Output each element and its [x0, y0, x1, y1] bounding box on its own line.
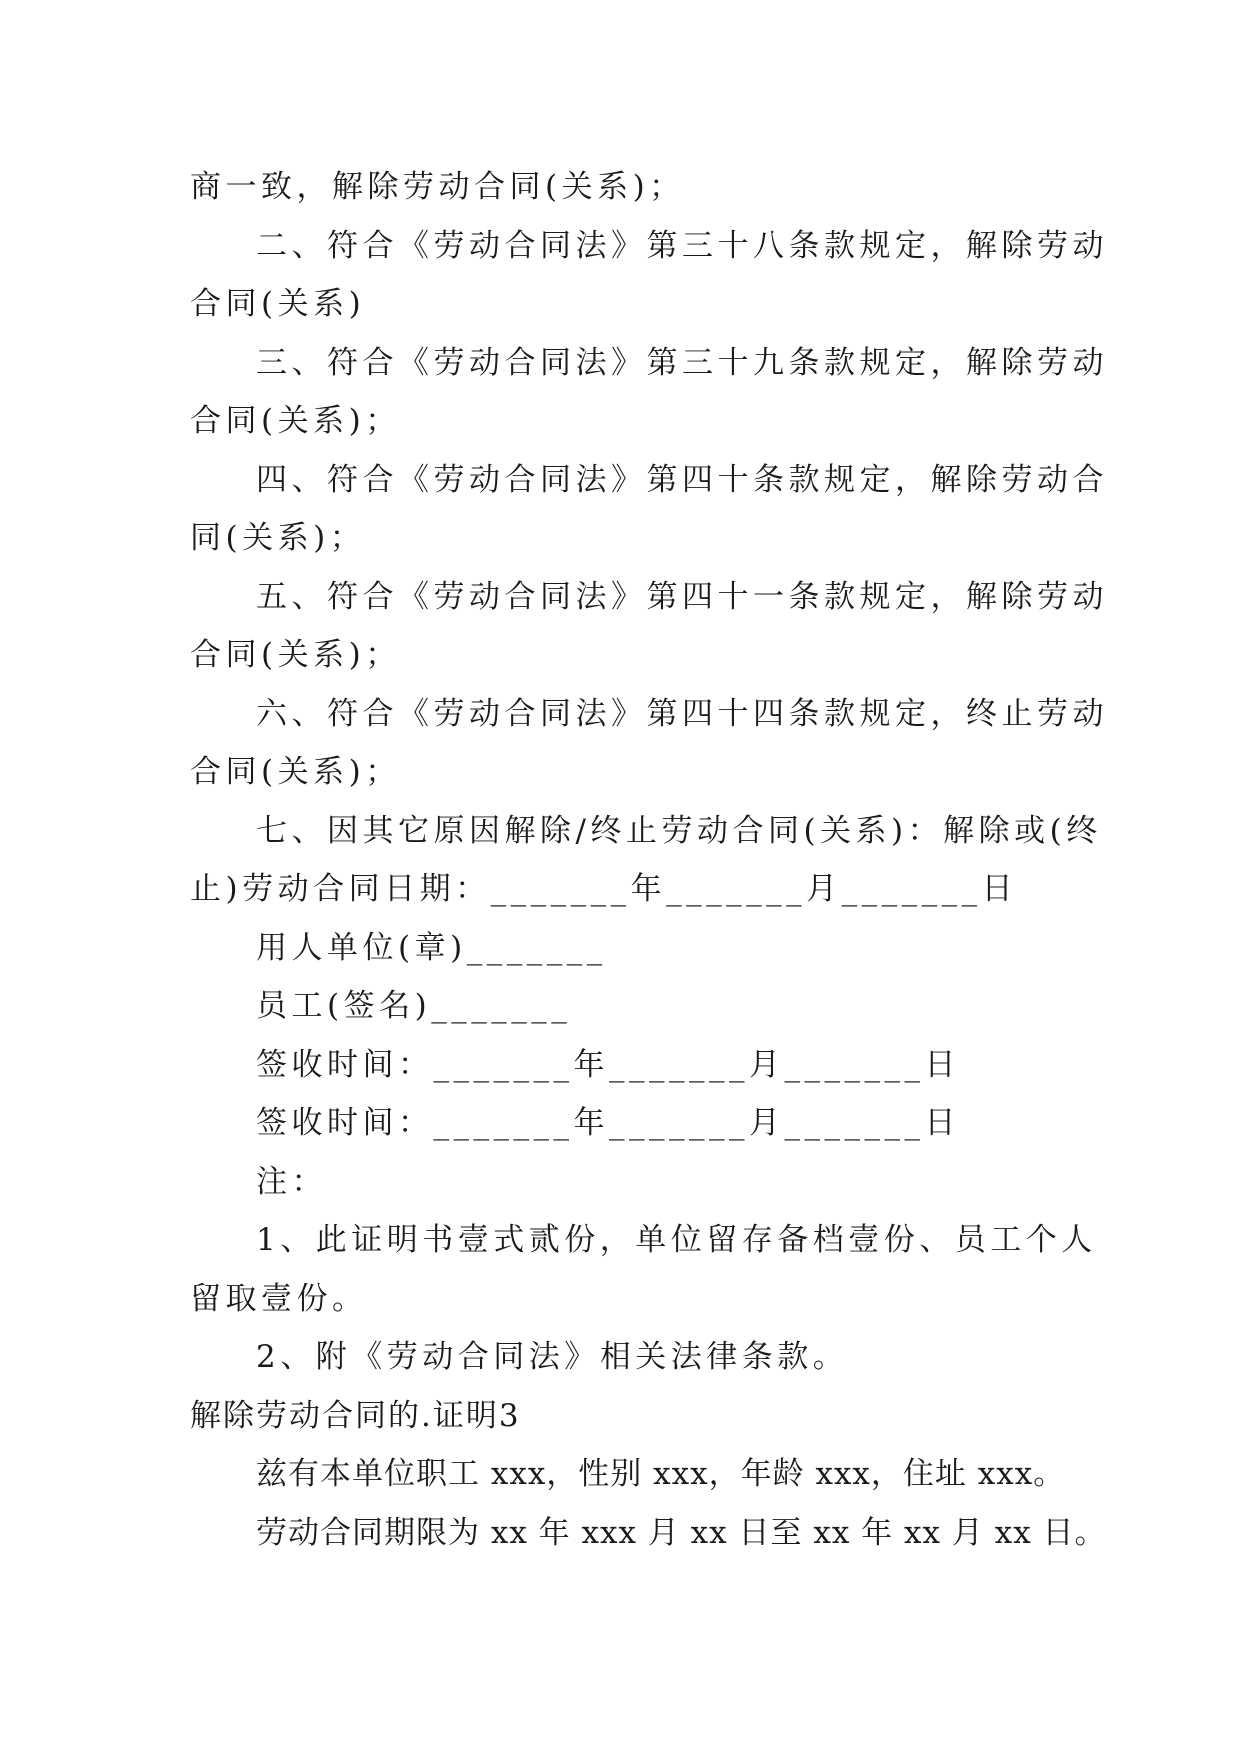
paragraph-line: 合同(关系): [190, 286, 366, 322]
note-item-one: 1、此证明书壹式贰份，单位留存备档壹份、员工个人: [256, 1222, 1097, 1258]
employee-info-line: 兹有本单位职工 xxx，性别 xxx，年龄 xxx，住址 xxx。: [256, 1456, 1066, 1492]
paragraph-line: 同(关系)；: [190, 520, 366, 556]
receipt-time-line: 签收时间：_______年_______月_______日: [256, 1046, 960, 1083]
paragraph-line: 合同(关系)；: [190, 754, 401, 790]
note-item-two: 2、附《劳动合同法》相关法律条款。: [256, 1339, 849, 1375]
note-label: 注：: [256, 1163, 327, 1200]
document-body: [190, 158, 1108, 1562]
paragraph-line: 商一致，解除劳动合同(关系)；: [190, 169, 685, 205]
paragraph-line: 合同(关系)；: [190, 637, 401, 673]
receipt-time-line: 签收时间：_______年_______月_______日: [256, 1105, 960, 1141]
clause-three: 三、符合《劳动合同法》第三十九条款规定，解除劳动: [256, 344, 1108, 381]
termination-date-line: 止)劳动合同日期：_______年_______月_______日: [190, 871, 1018, 907]
clause-six: 六、符合《劳动合同法》第四十四条款规定，终止劳动: [256, 695, 1108, 732]
paragraph-line: 留取壹份。: [190, 1280, 368, 1317]
contract-period-line: 劳动合同期限为 xx 年 xxx 月 xx 日至 xx 年 xx 月 xx 日。: [256, 1514, 1107, 1551]
clause-two: 二、符合《劳动合同法》第三十八条款规定，解除劳动: [256, 227, 1108, 264]
employer-seal-line: 用人单位(章)_______: [256, 929, 607, 966]
clause-four: 四、符合《劳动合同法》第四十条款规定，解除劳动合: [256, 461, 1108, 498]
paragraph-line: 合同(关系)；: [190, 403, 401, 439]
clause-seven: 七、因其它原因解除/终止劳动合同(关系)：解除或(终: [256, 812, 1102, 849]
section-heading: 解除劳动合同的.证明3: [190, 1397, 521, 1434]
clause-five: 五、符合《劳动合同法》第四十一条款规定，解除劳动: [256, 578, 1108, 615]
employee-signature-line: 员工(签名)_______: [256, 988, 572, 1024]
